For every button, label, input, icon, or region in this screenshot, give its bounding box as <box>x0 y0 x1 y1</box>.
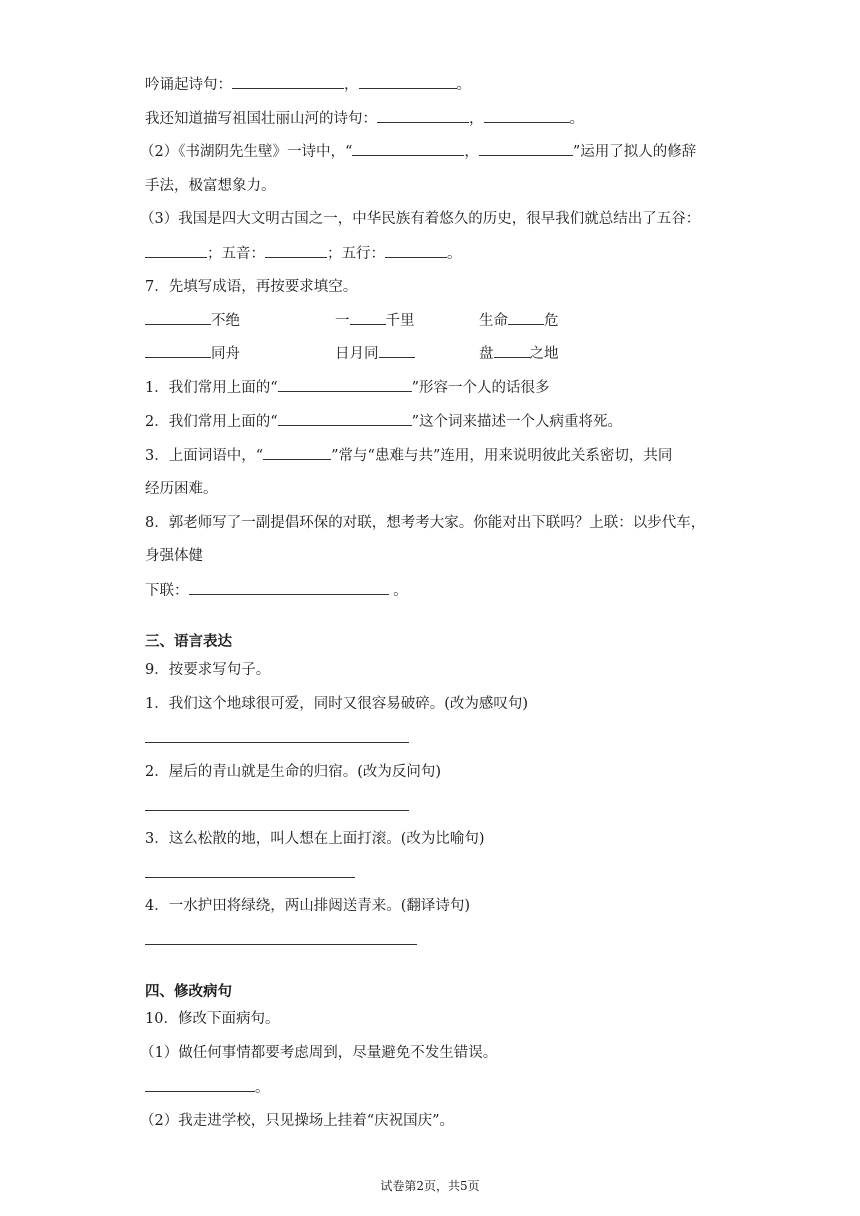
idiom-cell <box>479 343 559 364</box>
punct: 。 <box>569 111 584 127</box>
answer-line[interactable] <box>145 877 355 878</box>
answer-blank[interactable] <box>265 243 327 258</box>
answer-blank[interactable] <box>278 411 412 426</box>
q10-part2: （2）我走进学校，只见操场上挂着“庆祝国庆”。 <box>140 1113 455 1129</box>
q9-title: 9．按要求写句子。 <box>145 662 271 678</box>
q9-sub3: 3．这么松散的地，叫人想在上面打滚。(改为比喻句) <box>145 831 485 847</box>
q10-title: 10．修改下面病句。 <box>145 1011 280 1027</box>
punct: ， <box>344 77 359 93</box>
q6-part3-blanks <box>145 243 462 264</box>
q9-sub4: 4．一水护田将绿绕，两山排闼送青来。(翻译诗句) <box>145 898 471 914</box>
label: ”形容一个人的话很多 <box>411 380 550 396</box>
idiom-row-1 <box>145 310 705 330</box>
answer-blank[interactable] <box>494 343 530 358</box>
label: ”常与“患难与共”连用，用来说明彼此关系密切，共同 <box>331 448 673 464</box>
idiom-cell <box>145 310 240 331</box>
idiom-text: 一 <box>335 313 350 329</box>
label: 3．上面词语中，“ <box>145 448 264 464</box>
label: 五音： <box>221 246 265 262</box>
q7-sub1 <box>145 377 550 398</box>
section-heading: 三、语言表达 <box>145 634 232 650</box>
idiom-cell <box>335 310 415 331</box>
q7-sub3-cont: 经历困难。 <box>145 481 218 497</box>
answer-blank[interactable] <box>484 108 570 123</box>
idiom-text: 之地 <box>529 346 559 362</box>
idiom-text: 生命 <box>479 313 508 329</box>
section-heading: 四、修改病句 <box>145 984 232 1000</box>
answer-blank[interactable] <box>508 310 544 325</box>
page-footer: 试卷第2页，共5页 <box>380 1179 480 1193</box>
punct: ； <box>207 246 222 262</box>
answer-blank[interactable] <box>145 310 211 325</box>
label: 吟诵起诗句： <box>145 77 232 93</box>
punct: 。 <box>447 246 462 262</box>
q9-sub2: 2．屋后的青山就是生命的归宿。(改为反问句) <box>145 764 442 780</box>
answer-blank[interactable] <box>232 74 344 89</box>
q7-title: 7．先填写成语，再按要求填空。 <box>145 279 358 295</box>
q8-text: 8．郭老师写了一副提倡环保的对联，想考考大家。你能对出下联吗？上联：以步代车， <box>145 515 706 531</box>
answer-line[interactable] <box>145 944 417 945</box>
answer-blank[interactable] <box>352 141 464 156</box>
label: ”这个词来描述一个人病重将死。 <box>411 414 623 430</box>
idiom-text: 盘 <box>479 346 494 362</box>
label: ”运用了拟人的修辞 <box>572 144 697 160</box>
answer-blank[interactable] <box>377 108 469 123</box>
label: 2．我们常用上面的“ <box>145 414 278 430</box>
q7-sub3 <box>145 445 672 466</box>
idiom-text: 日月同 <box>335 346 379 362</box>
answer-blank[interactable] <box>145 343 211 358</box>
q6-part2-cont: 手法，极富想象力。 <box>145 178 276 194</box>
punct: 。 <box>393 583 408 599</box>
q6-part2 <box>140 141 696 162</box>
q10-part1-answer <box>145 1077 270 1098</box>
label: 下联： <box>145 583 189 599</box>
answer-blank[interactable] <box>263 445 331 460</box>
idiom-cell <box>335 343 415 364</box>
punct: ， <box>464 144 479 160</box>
answer-blank[interactable] <box>379 343 415 358</box>
q8-text-cont: 身强体健 <box>145 548 203 564</box>
idiom-row-2 <box>145 343 705 363</box>
label: （2）《书湖阴先生壁》一诗中，“ <box>140 144 353 160</box>
label: 我还知道描写祖国壮丽山河的诗句： <box>145 111 377 127</box>
answer-blank[interactable] <box>385 243 447 258</box>
answer-blank[interactable] <box>278 377 412 392</box>
poem-line-1 <box>145 74 471 95</box>
answer-blank[interactable] <box>479 141 573 156</box>
label: 五行： <box>341 246 385 262</box>
answer-line[interactable] <box>145 810 409 811</box>
punct: ， <box>469 111 484 127</box>
idiom-text: 千里 <box>385 313 415 329</box>
idiom-cell <box>145 343 240 364</box>
answer-blank[interactable] <box>145 1077 255 1092</box>
punct: ； <box>327 246 342 262</box>
poem-line-2 <box>145 108 584 129</box>
answer-blank[interactable] <box>189 580 389 595</box>
idiom-cell <box>479 310 559 331</box>
answer-blank[interactable] <box>350 310 386 325</box>
q9-sub1: 1．我们这个地球很可爱，同时又很容易破碎。(改为感叹句) <box>145 696 529 712</box>
q10-part1: （1）做任何事情都要考虑周到，尽量避免不发生错误。 <box>140 1045 498 1061</box>
label: 1．我们常用上面的“ <box>145 380 278 396</box>
answer-blank[interactable] <box>145 243 207 258</box>
idiom-text: 危 <box>544 313 559 329</box>
punct: 。 <box>255 1080 270 1096</box>
q6-part3: （3）我国是四大文明古国之一，中华民族有着悠久的历史，很早我们就总结出了五谷： <box>140 211 701 227</box>
idiom-text: 同舟 <box>211 346 240 362</box>
answer-blank[interactable] <box>359 74 457 89</box>
q8-xialian <box>145 580 408 601</box>
q7-sub2 <box>145 411 622 432</box>
answer-line[interactable] <box>145 742 409 743</box>
idiom-text: 不绝 <box>211 313 240 329</box>
punct: 。 <box>456 77 471 93</box>
